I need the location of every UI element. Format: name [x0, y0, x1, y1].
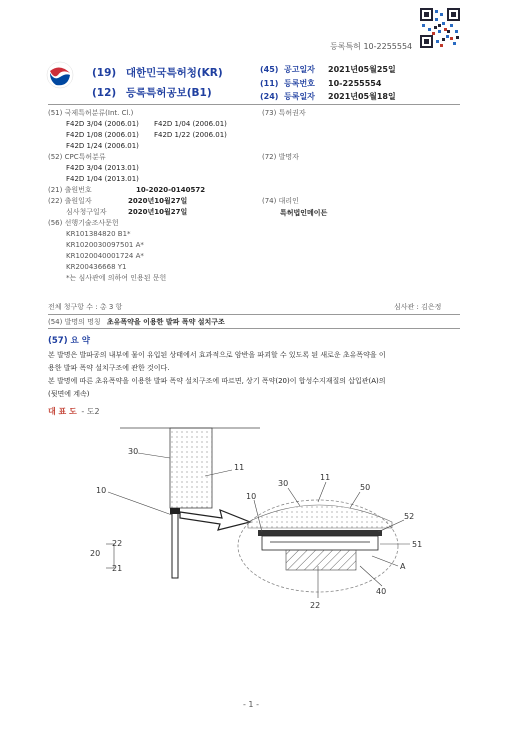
fig-label: 22	[112, 539, 123, 548]
header-reg-no: 등록특허 10-2255554	[330, 42, 413, 51]
agent-value: 특허법인메이든	[280, 209, 328, 217]
fig-label: 11	[234, 463, 245, 472]
office-code-19: (19)	[92, 67, 117, 79]
abstract-line: 용한 발파 폭약 설치구조에 관한 것이다.	[48, 364, 170, 372]
fig-label: 52	[404, 512, 415, 521]
abstract-line: 본 발명에 따른 초유폭약을 이용한 발파 폭약 설치구조에 따르면, 상기 폭약(20)이 합성수지재질의 삽입관(A)의	[48, 377, 386, 385]
pub-row: (11) 등록번호 10-2255554	[260, 78, 382, 88]
abstract-line: 본 발명은 발파공의 내부에 물이 유입된 상태에서 효과적으로 암반을 파괴할 수 있도록 된 새로운 초유폭약을 이	[48, 351, 386, 359]
fig-label: 20	[90, 549, 101, 558]
prior-art-item: KR200436668 Y1	[66, 263, 127, 271]
ipc-row: F42D 3/04 (2006.01) F42D 1/04 (2006.01)	[66, 120, 227, 128]
prior-art-item: KR1020040001724 A*	[66, 252, 144, 260]
tube-cap	[170, 508, 180, 514]
prior-art-note: *는 심사관에 의하여 인용된 문헌	[66, 274, 167, 282]
application-date-row: (22) 출원일자 2020년10월27일	[48, 197, 188, 205]
rep-drawing-label: 대 표 도 - 도2	[48, 407, 100, 416]
abstract-continued: (뒷면에 계속)	[48, 390, 90, 398]
fig-label: 30	[128, 447, 139, 456]
cpc-label: (52) CPC특허분류	[48, 153, 106, 161]
fig-label: A	[400, 562, 406, 571]
prior-art-item: KR1020030097501 A*	[66, 241, 144, 249]
fig-label: 21	[112, 564, 123, 573]
fig-label: 22	[310, 601, 321, 610]
pub-row: (24) 등록일자 2021년05월18일	[260, 92, 396, 101]
ipc-row: F42D 1/24 (2006.01)	[66, 142, 139, 150]
ipc-label: (51) 국제특허분류(Int. Cl.)	[48, 109, 134, 117]
ipc-row: F42D 1/08 (2006.01) F42D 1/22 (2006.01)	[66, 131, 227, 139]
fig-label: 50	[360, 483, 371, 492]
fig-label: 11	[320, 473, 331, 482]
fig-label: 10	[96, 486, 107, 495]
examiner: 심사관 : 김은정	[394, 303, 442, 311]
application-no-row: (21) 출원번호 10-2020-0140572	[48, 186, 206, 194]
detail-tube-body	[262, 536, 378, 550]
exam-date-row: 심사청구일자 2020년10월27일	[66, 208, 188, 216]
prior-art-item: KR101384820 B1*	[66, 230, 131, 238]
rock-body	[170, 428, 212, 508]
pub-row: (45) 공고일자 2021년05월25일	[260, 65, 396, 74]
prior-art-label: (56) 선행기술조사문헌	[48, 219, 119, 227]
fig-label: 10	[246, 492, 257, 501]
fig-label: 30	[278, 479, 289, 488]
explosive-tube	[172, 510, 178, 578]
claims-count: 전체 청구항 수 : 총 3 항	[48, 303, 123, 311]
detail-rock	[286, 550, 356, 570]
fig-label: 40	[376, 587, 387, 596]
page-number: - 1 -	[243, 700, 259, 709]
owner-label: (73) 특허권자	[262, 109, 306, 117]
cpc-row: F42D 3/04 (2013.01)	[66, 164, 139, 172]
detail-tube-top	[258, 530, 382, 536]
office-code-12: (12)	[92, 87, 117, 99]
gazette-type: 등록특허공보(B1)	[125, 87, 212, 99]
invention-title-row: (54) 발명의 명칭 초유폭약을 이용한 발파 폭약 설치구조	[48, 318, 225, 326]
fig-label: 51	[412, 540, 423, 549]
inventor-label: (72) 발명자	[262, 153, 299, 161]
agent-label: (74) 대리인	[262, 197, 299, 205]
office-name: 대한민국특허청(KR)	[125, 67, 223, 79]
abstract-heading: (57) 요 약	[48, 336, 90, 346]
detail-fill	[248, 505, 392, 528]
cpc-row: F42D 1/04 (2013.01)	[66, 175, 139, 183]
enlarge-arrow-icon	[180, 510, 250, 530]
